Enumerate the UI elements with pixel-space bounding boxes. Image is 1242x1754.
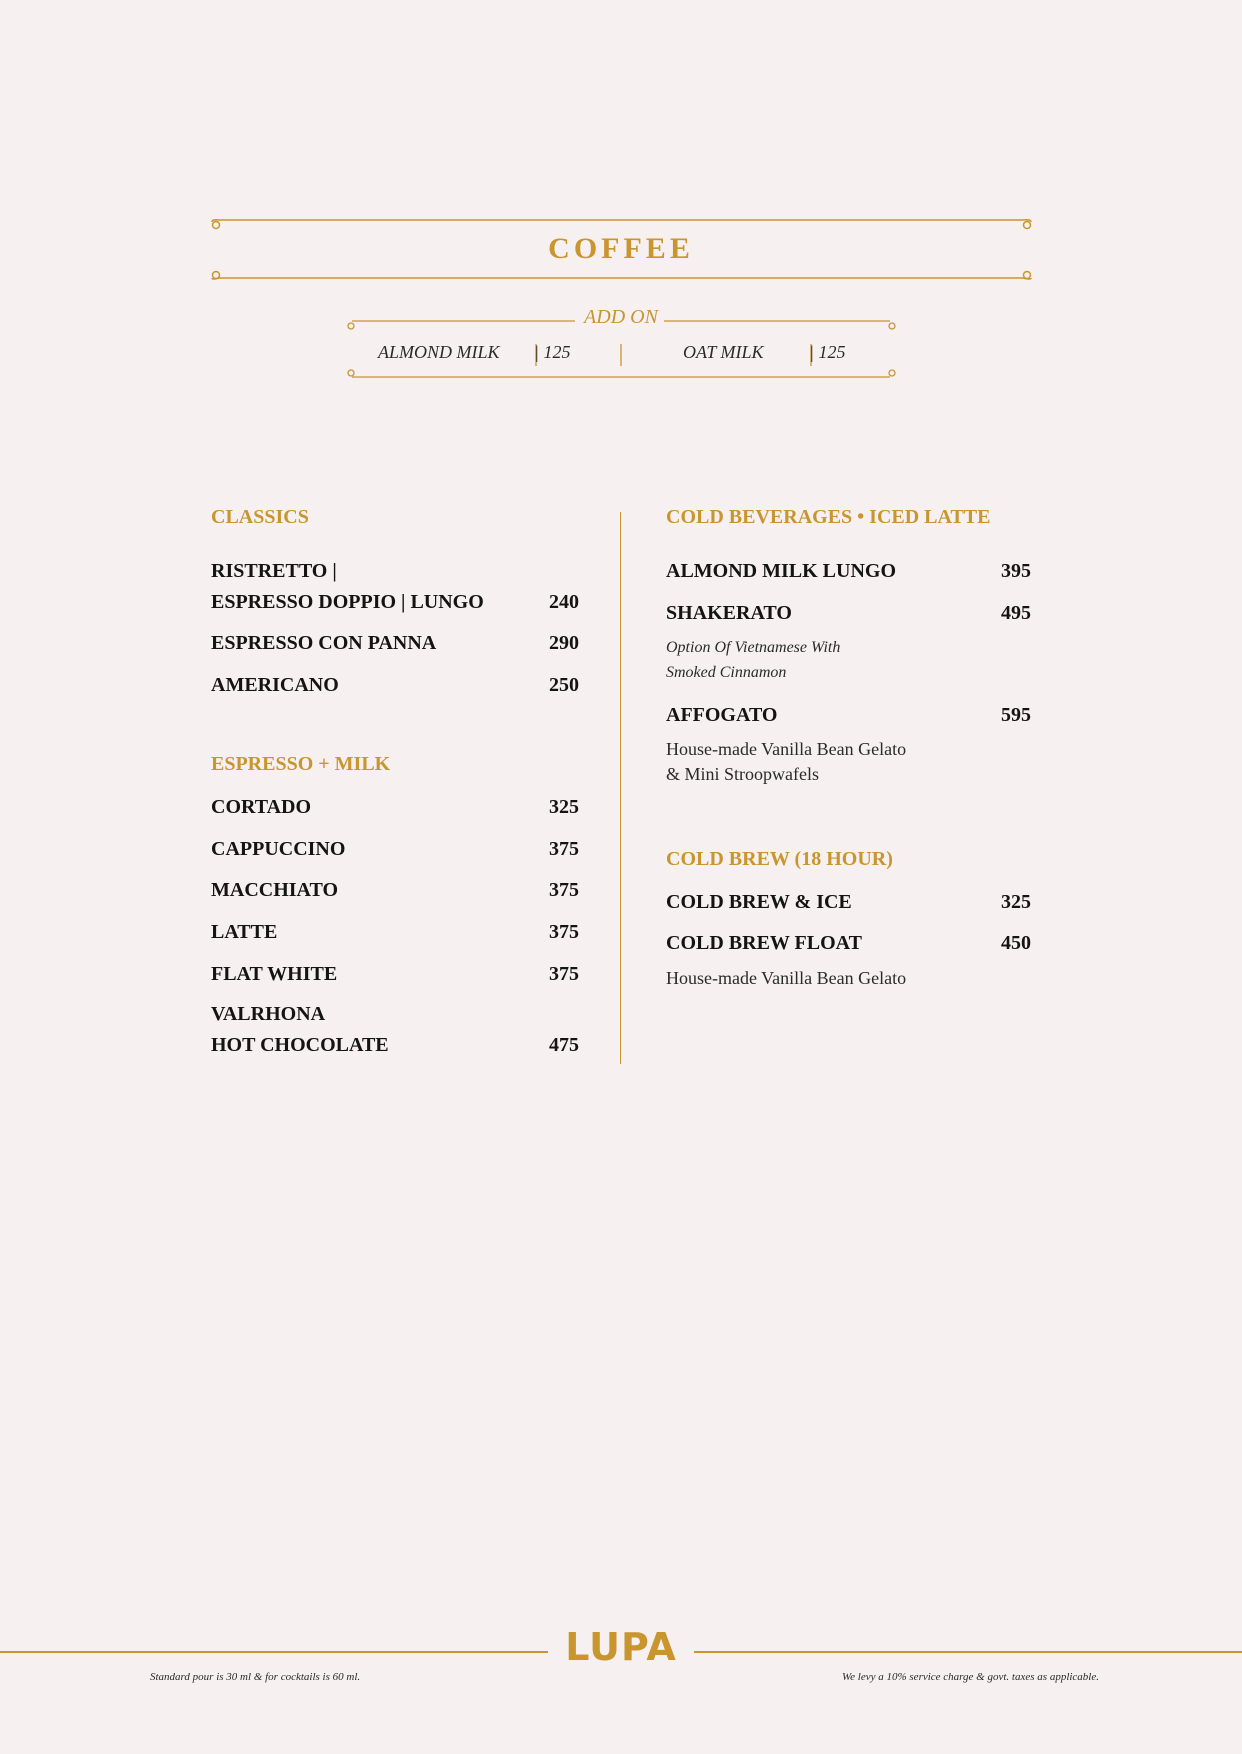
menu-item-price: 475: [549, 1034, 579, 1056]
menu-item-price: 375: [549, 921, 579, 943]
menu-item-name-line1: RISTRETTO |: [211, 560, 337, 582]
addon-oat-milk-label: OAT MILK: [683, 342, 764, 362]
menu-item-price: 375: [549, 963, 579, 985]
menu-item-espresso-con-panna: [211, 628, 579, 659]
menu-item-price: 250: [549, 674, 579, 696]
footer-note-pour: Standard pour is 30 ml & for cocktails is 60 ml.: [150, 1671, 361, 1683]
menu-item-name: SHAKERATO: [666, 602, 792, 624]
menu-item-description-line1: Option Of Vietnamese With: [666, 639, 841, 656]
menu-item-affogato: [666, 700, 1031, 731]
menu-item-name-line2: HOT CHOCOLATE: [211, 1034, 389, 1056]
menu-item-price: 290: [549, 632, 579, 654]
menu-item-americano: [211, 670, 579, 701]
menu-item-name: FLAT WHITE: [211, 963, 338, 985]
menu-item-price: 375: [549, 879, 579, 901]
menu-item-name: CAPPUCCINO: [211, 838, 346, 860]
section-heading-espresso-milk: ESPRESSO + MILK: [211, 753, 391, 775]
menu-item-name: AFFOGATO: [666, 704, 778, 726]
menu-item-latte: [211, 917, 579, 948]
addon-title: ADD ON: [584, 306, 658, 328]
addon-almond-milk-label: ALMOND MILK: [378, 342, 500, 362]
menu-item-description: [666, 635, 840, 685]
menu-item-name: ALMOND MILK LUNGO: [666, 560, 896, 582]
menu-item-flat-white: [211, 959, 579, 990]
menu-item-description-line2: Smoked Cinnamon: [666, 664, 787, 681]
menu-item-cold-brew-float: [666, 928, 1031, 959]
menu-item-valrhona-hot-chocolate: [211, 999, 579, 1061]
menu-item-price: 325: [1001, 891, 1031, 913]
menu-item-cortado: [211, 792, 579, 823]
menu-item-name: LATTE: [211, 921, 278, 943]
menu-item-name-line1: VALRHONA: [211, 1003, 326, 1025]
menu-item-price: 450: [1001, 932, 1031, 954]
section-heading-cold-brew: COLD BREW (18 HOUR): [666, 848, 893, 870]
menu-item-price: 375: [549, 838, 579, 860]
menu-item-price: 240: [549, 591, 579, 613]
menu-item-price: 495: [1001, 602, 1031, 624]
menu-item-almond-milk-lungo: [666, 556, 1031, 587]
menu-item-price: 595: [1001, 704, 1031, 726]
addon-oat-milk-price: | 125: [809, 342, 846, 362]
menu-item-description-line2: & Mini Stroopwafels: [666, 764, 819, 784]
brand-logo: LUPA: [565, 1625, 677, 1669]
addon-almond-milk-price: | 125: [534, 342, 571, 362]
page-title: COFFEE: [548, 232, 694, 265]
menu-item-ristretto: [211, 556, 579, 618]
section-heading-cold-beverages: COLD BEVERAGES • ICED LATTE: [666, 506, 991, 528]
menu-item-price: 325: [549, 796, 579, 818]
menu-item-cold-brew-ice: [666, 887, 1031, 918]
footer-note-service-charge: We levy a 10% service charge & govt. taxes as applicable.: [842, 1671, 1099, 1683]
menu-item-shakerato: [666, 598, 1031, 629]
menu-item-description: House-made Vanilla Bean Gelato: [666, 968, 907, 988]
column-divider: [620, 512, 621, 1064]
menu-item-macchiato: [211, 875, 579, 906]
menu-item-cappuccino: [211, 834, 579, 865]
menu-item-name: ESPRESSO CON PANNA: [211, 632, 437, 654]
menu-item-name: MACCHIATO: [211, 879, 339, 901]
menu-item-name: COLD BREW FLOAT: [666, 932, 862, 954]
menu-item-description: [666, 737, 906, 787]
menu-item-description-line1: House-made Vanilla Bean Gelato: [666, 739, 907, 759]
menu-item-name-line2: ESPRESSO DOPPIO | LUNGO: [211, 591, 484, 613]
menu-item-name: CORTADO: [211, 796, 312, 818]
menu-item-name: COLD BREW & ICE: [666, 891, 852, 913]
section-heading-classics: CLASSICS: [211, 506, 309, 528]
menu-item-name: AMERICANO: [211, 674, 339, 696]
addon-frame-ornament: [0, 0, 1242, 400]
menu-item-price: 395: [1001, 560, 1031, 582]
